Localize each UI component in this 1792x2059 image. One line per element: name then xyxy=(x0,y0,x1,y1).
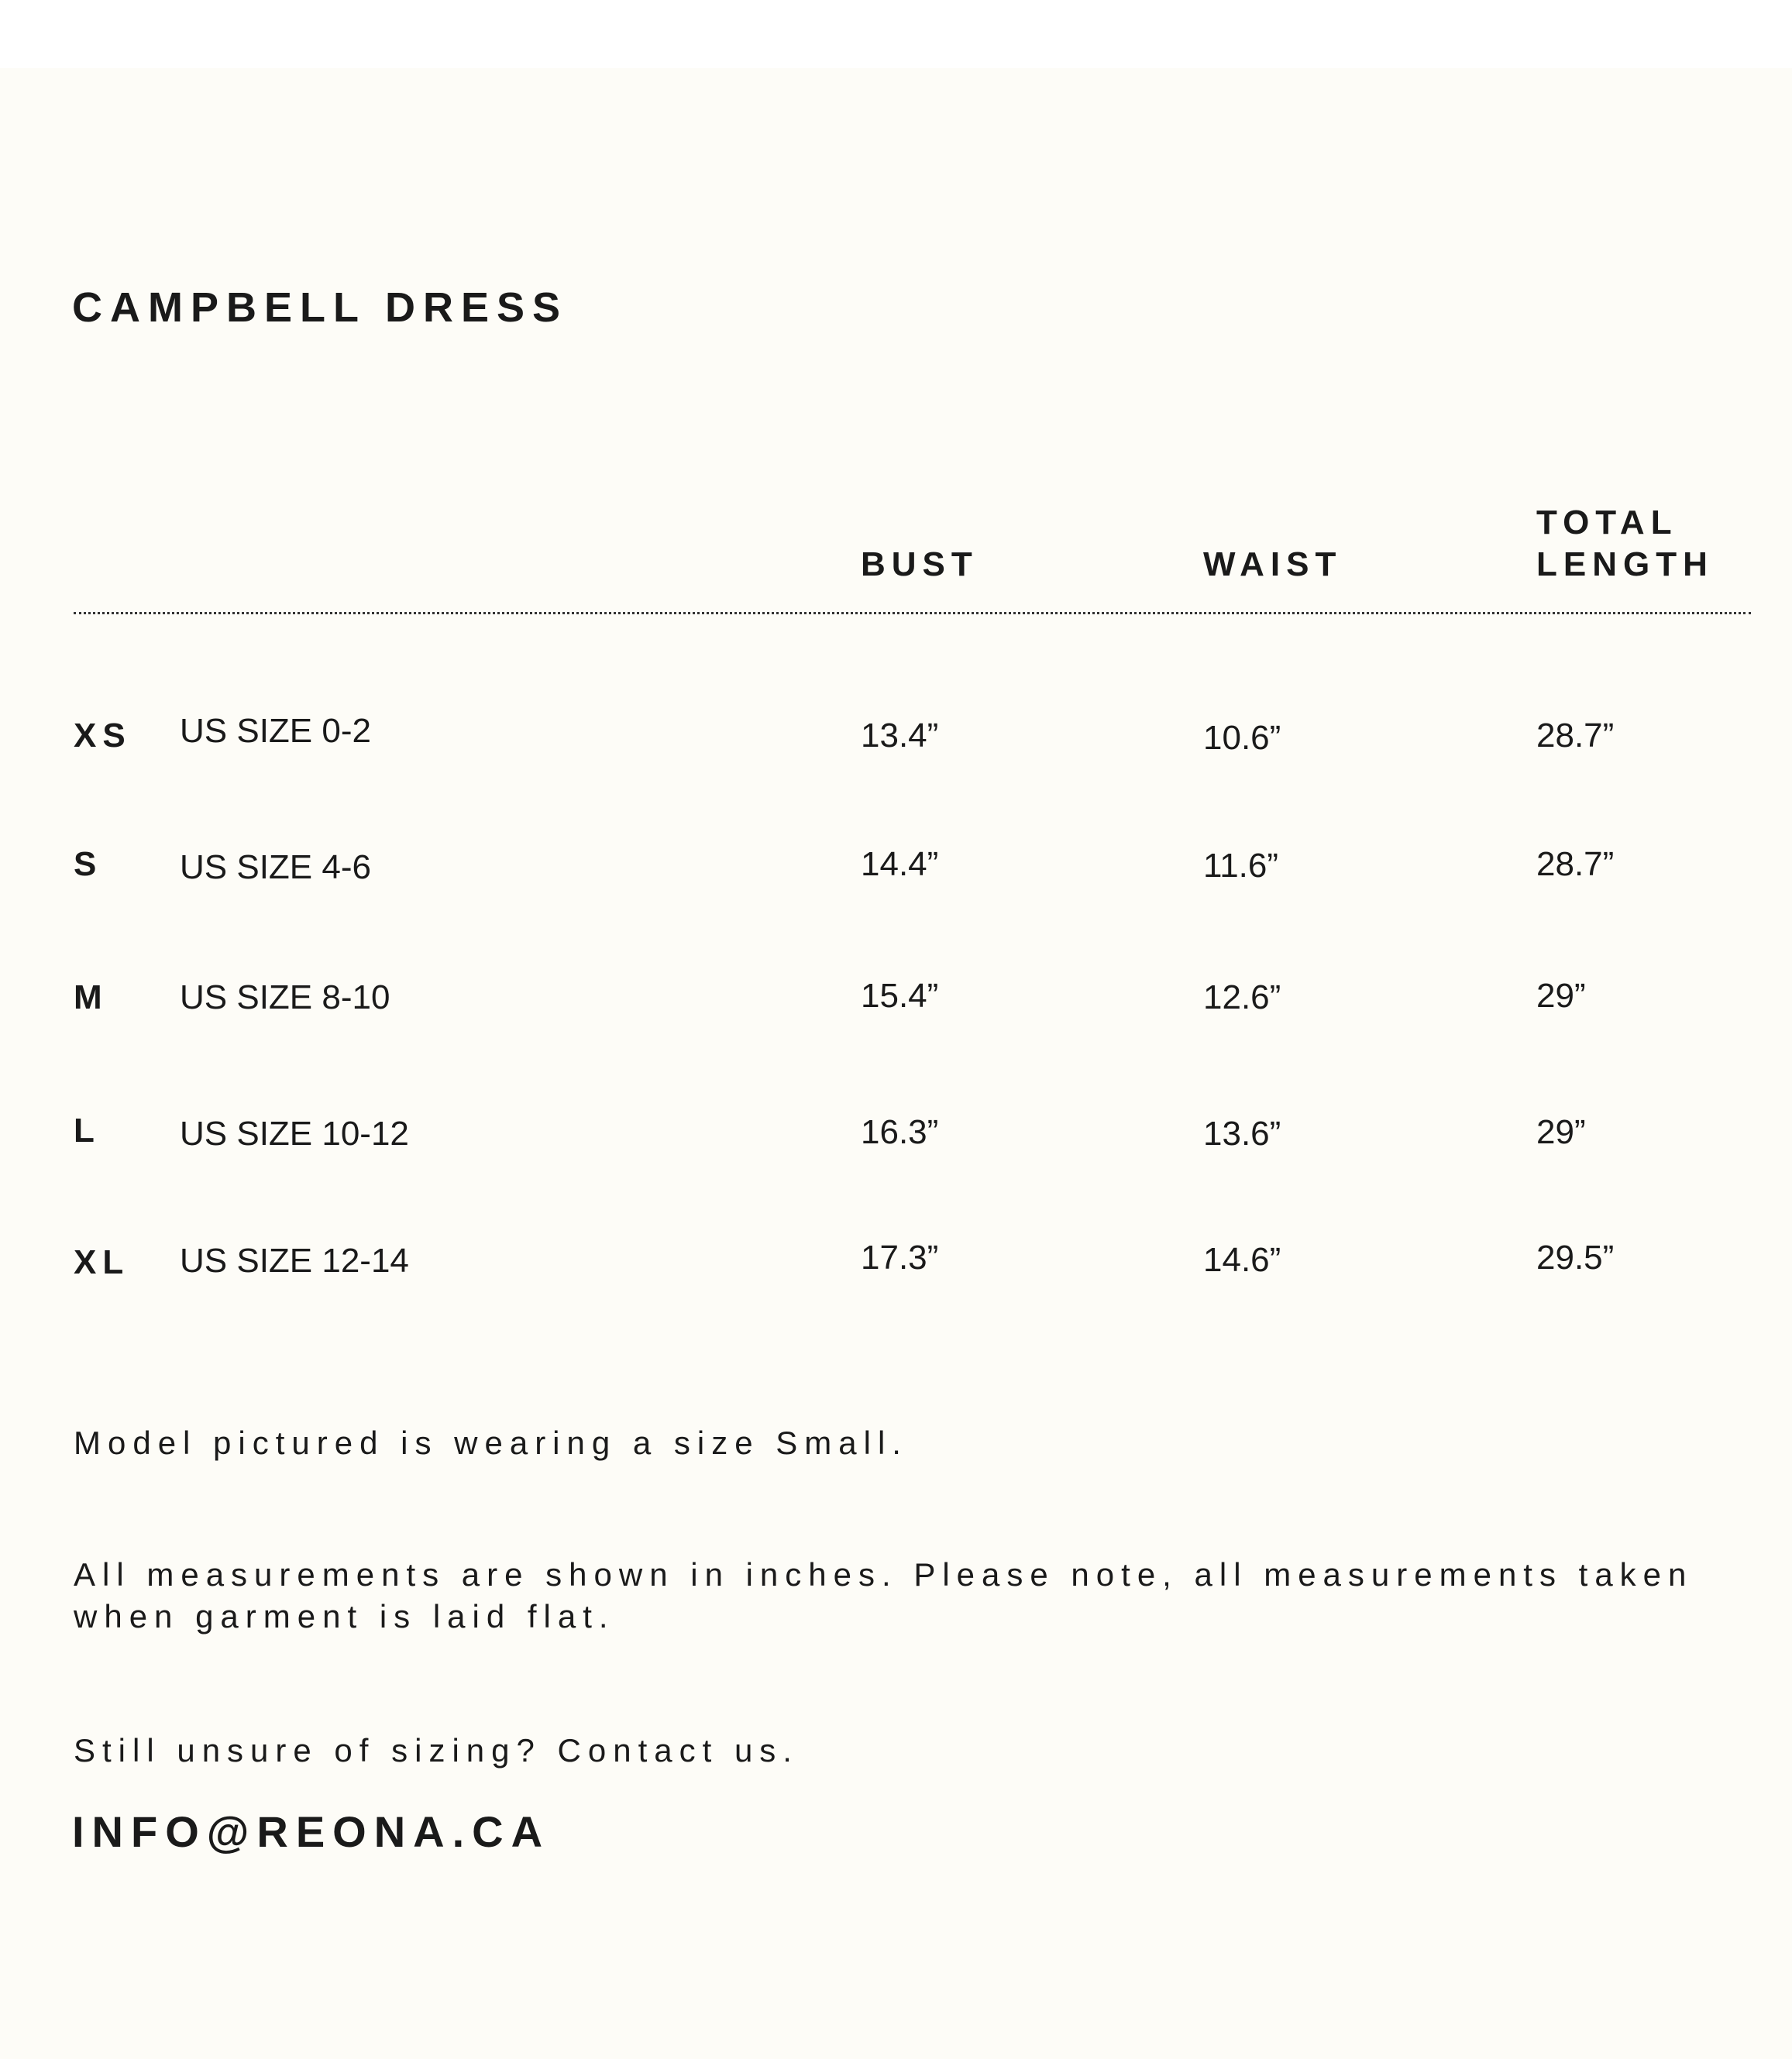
size-code: L xyxy=(74,1112,101,1150)
waist-value: 10.6” xyxy=(1203,719,1281,757)
bust-value: 16.3” xyxy=(861,1113,939,1151)
page-title: CAMPBELL DRESS xyxy=(72,284,569,331)
us-size: US SIZE 4-6 xyxy=(180,848,371,886)
column-header-length-line2: LENGTH xyxy=(1536,545,1714,583)
length-value: 29” xyxy=(1536,977,1586,1015)
contact-email[interactable]: INFO@REONA.CA xyxy=(72,1807,551,1856)
waist-value: 14.6” xyxy=(1203,1241,1281,1279)
measurements-note-line2: when garment is laid flat. xyxy=(74,1598,615,1634)
model-size-note: Model pictured is wearing a size Small. xyxy=(74,1425,908,1461)
column-header-total-length xyxy=(1536,502,1714,586)
size-code: XS xyxy=(74,717,132,755)
length-value: 28.7” xyxy=(1536,717,1615,755)
table-row xyxy=(0,1108,1792,1154)
size-code: XL xyxy=(74,1243,130,1281)
table-row xyxy=(0,841,1792,888)
table-row xyxy=(0,708,1792,755)
column-header-bust-label: BUST xyxy=(861,545,979,583)
bust-value: 13.4” xyxy=(861,717,939,755)
waist-value: 12.6” xyxy=(1203,978,1281,1016)
measurements-note-line1: All measurements are shown in inches. Please note, all measurements taken xyxy=(74,1556,1694,1593)
column-header-waist xyxy=(1203,544,1342,586)
us-size: US SIZE 8-10 xyxy=(180,978,390,1016)
length-value: 28.7” xyxy=(1536,845,1615,883)
waist-value: 13.6” xyxy=(1203,1115,1281,1153)
column-header-bust xyxy=(861,544,979,586)
column-header-length-line1: TOTAL xyxy=(1536,504,1678,541)
bust-value: 17.3” xyxy=(861,1239,939,1277)
bust-value: 15.4” xyxy=(861,977,939,1015)
length-value: 29.5” xyxy=(1536,1239,1615,1277)
length-value: 29” xyxy=(1536,1113,1586,1151)
us-size: US SIZE 0-2 xyxy=(180,712,371,750)
column-header-waist-label: WAIST xyxy=(1203,545,1343,583)
contact-prompt: Still unsure of sizing? Contact us. xyxy=(74,1732,799,1769)
table-row xyxy=(0,1235,1792,1281)
measurements-note xyxy=(74,1554,1693,1638)
bust-value: 14.4” xyxy=(861,845,939,883)
table-row xyxy=(0,973,1792,1019)
size-code: S xyxy=(74,845,103,883)
waist-value: 11.6” xyxy=(1203,847,1279,885)
header-divider xyxy=(74,612,1751,614)
us-size: US SIZE 10-12 xyxy=(180,1115,409,1153)
size-code: M xyxy=(74,978,108,1016)
us-size: US SIZE 12-14 xyxy=(180,1242,409,1280)
